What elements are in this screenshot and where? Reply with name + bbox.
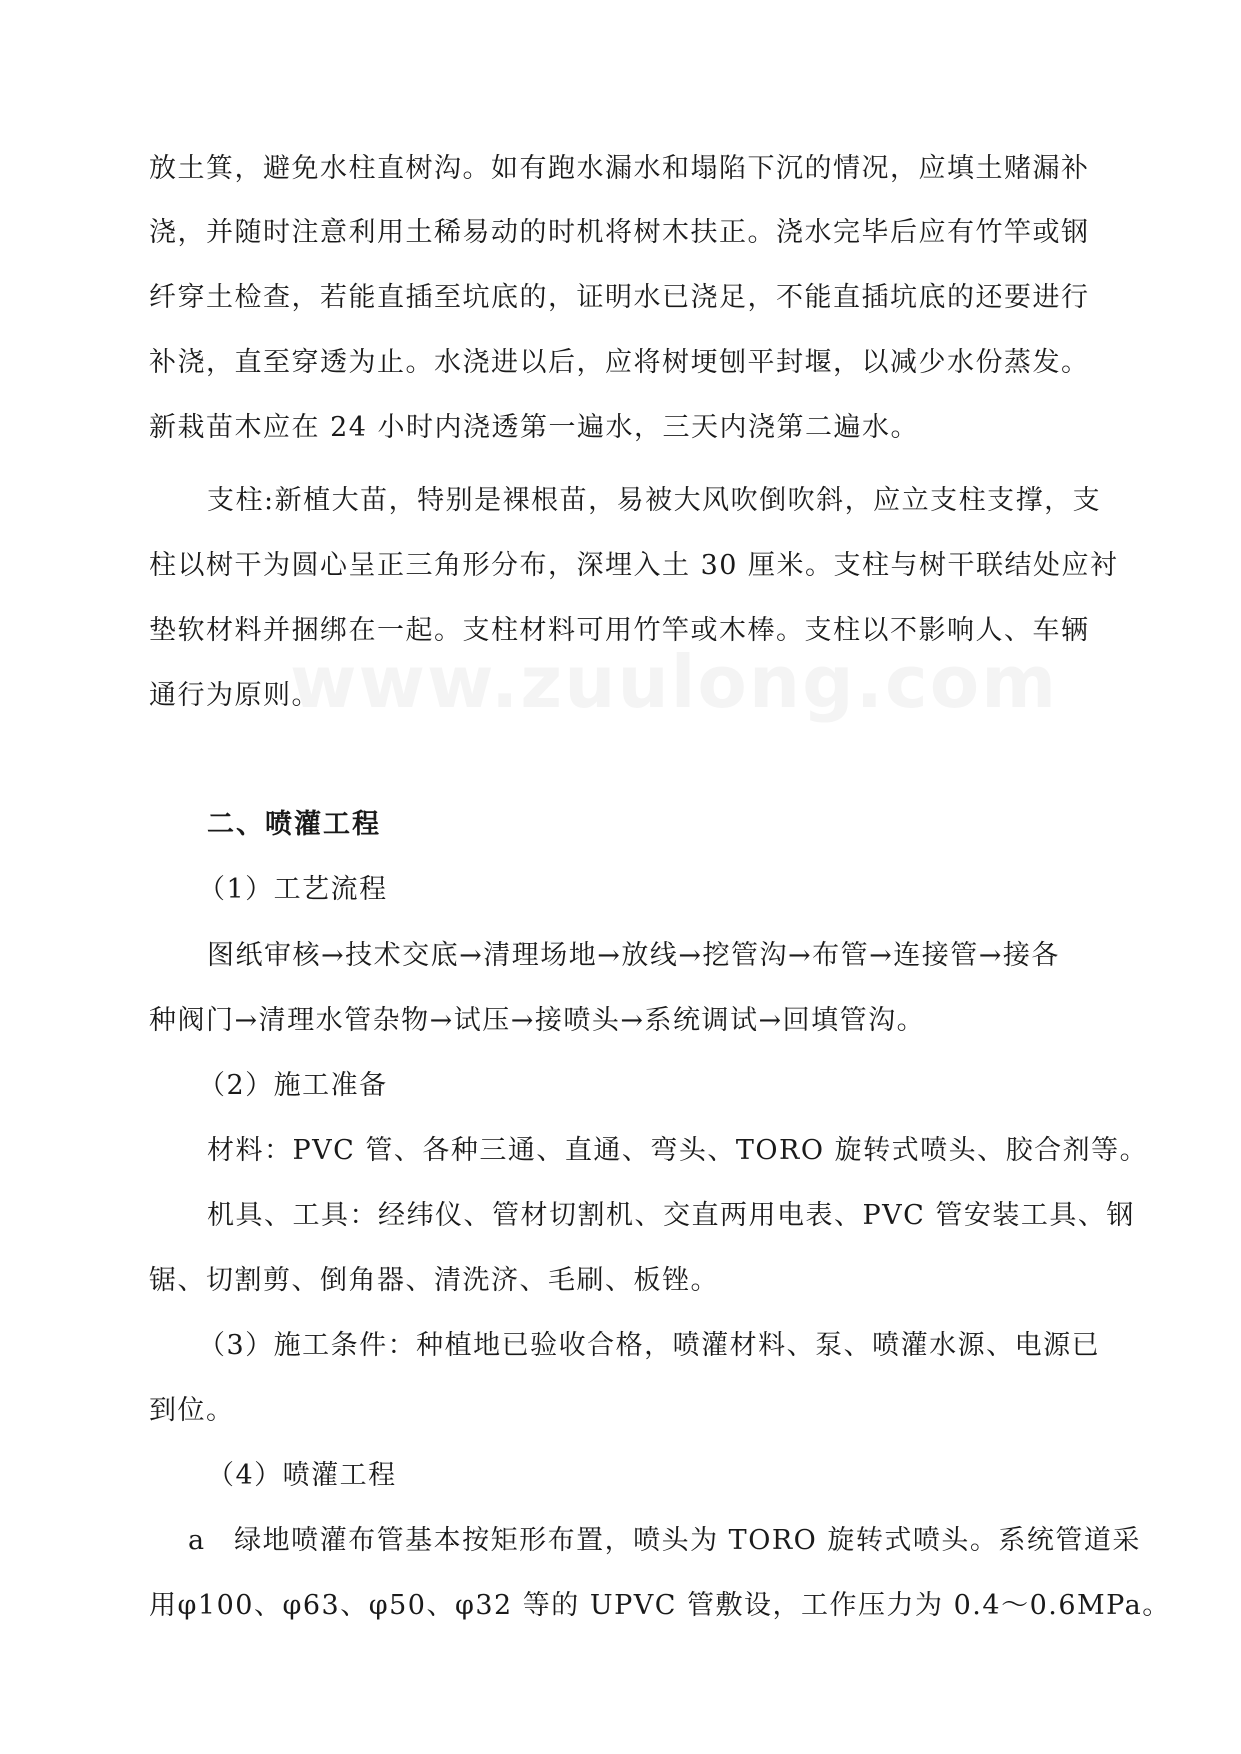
paragraph-line: 纤穿土检查，若能直插至坑底的，证明水已浇足，不能直插坑底的还要进行 [149,282,1090,313]
paragraph-line: 浇，并随时注意利用土稀易动的时机将树木扶正。浇水完毕后应有竹竿或钢 [149,217,1090,248]
paragraph-line: 锯、切割剪、倒角器、清洗济、毛刷、板锉。 [149,1265,719,1296]
paragraph-line: 垫软材料并捆绑在一起。支柱材料可用竹竿或木棒。支柱以不影响人、车辆 [149,615,1090,646]
subsection-heading: （1）工艺流程 [198,874,388,905]
paragraph-line: 通行为原则。 [149,680,320,711]
paragraph-line: 图纸审核→技术交底→清理场地→放线→挖管沟→布管→连接管→接各 [207,940,1060,971]
subsection-heading: （2）施工准备 [198,1070,388,1101]
paragraph-line: 补浇，直至穿透为止。水浇进以后，应将树埂刨平封堰，以减少水份蒸发。 [149,347,1090,378]
paragraph-line: 到位。 [149,1395,235,1426]
watermark: www.zuulong.com [290,640,1059,724]
paragraph-line: 用φ100、φ63、φ50、φ32 等的 UPVC 管敷设，工作压力为 0.4～0.6MPa。 [149,1590,1171,1621]
paragraph-line: 机具、工具：经纬仪、管材切割机、交直两用电表、PVC 管安装工具、钢 [207,1200,1135,1231]
paragraph-line: a 绿地喷灌布管基本按矩形布置，喷头为 TORO 旋转式喷头。系统管道采 [188,1525,1141,1556]
paragraph-line: 种阀门→清理水管杂物→试压→接喷头→系统调试→回填管沟。 [149,1005,926,1036]
paragraph-line: 柱以树干为圆心呈正三角形分布，深埋入土 30 厘米。支柱与树干联结处应衬 [149,550,1119,581]
paragraph-line: 支柱:新植大苗，特别是裸根苗，易被大风吹倒吹斜，应立支柱支撑，支 [207,485,1102,516]
subsection-heading: （4）喷灌工程 [207,1460,397,1491]
paragraph-line: （3）施工条件：种植地已验收合格，喷灌材料、泵、喷灌水源、电源已 [198,1330,1101,1361]
paragraph-line: 放土箕，避免水柱直树沟。如有跑水漏水和塌陷下沉的情况，应填土赌漏补 [149,153,1090,184]
section-heading: 二、喷灌工程 [207,809,381,840]
paragraph-line: 材料：PVC 管、各种三通、直通、弯头、TORO 旋转式喷头、胶合剂等。 [207,1135,1149,1166]
paragraph-line: 新栽苗木应在 24 小时内浇透第一遍水，三天内浇第二遍水。 [149,412,920,443]
